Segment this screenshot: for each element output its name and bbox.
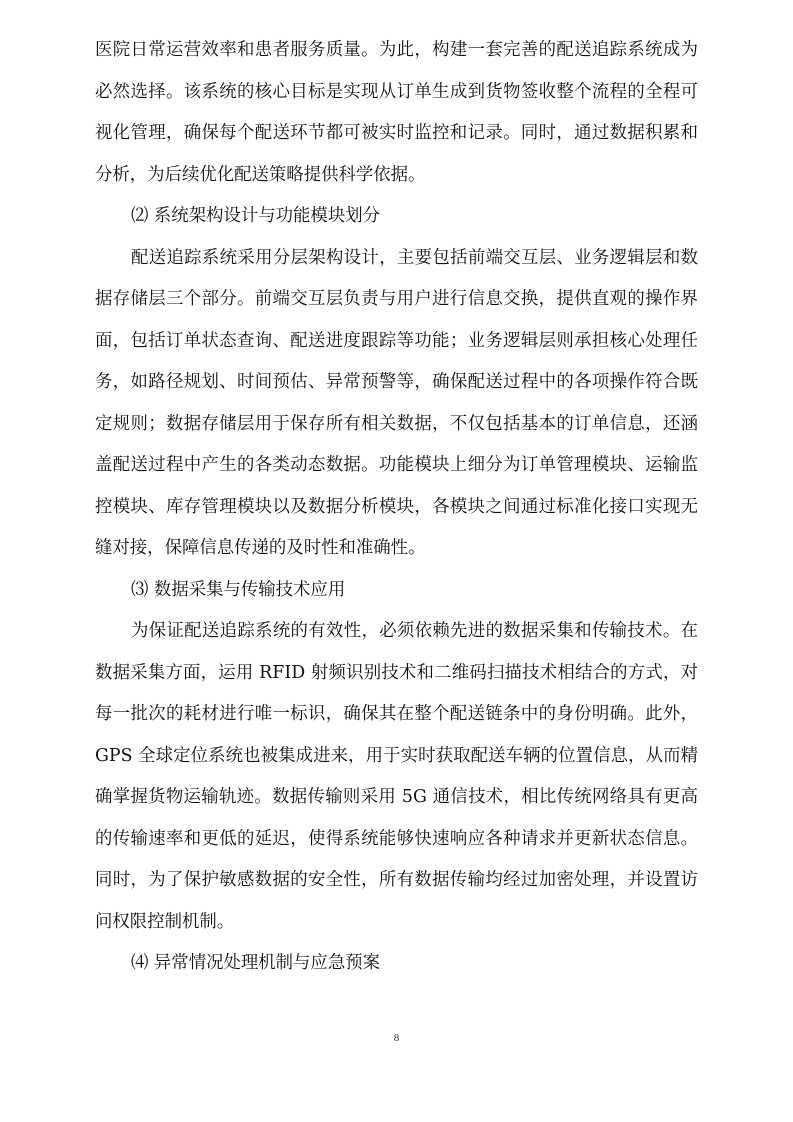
- paragraph-continued: 医院日常运营效率和患者服务质量。为此，构建一套完善的配送追踪系统成为必然选择。该系统的核心目标是实现从订单生成到货物签收整个流程的全程可视化管理，确保每个配送环节都可被实时监控和记录。同时，通过数据积累和分析，为后续优化配送策略提供科学依据。: [95, 40, 698, 185]
- page-number: 8: [393, 1032, 400, 1044]
- section-heading-3: ⑶ 数据采集与传输技术应用: [131, 579, 346, 600]
- paragraph-data-collection: 为保证配送追踪系统的有效性，必须依赖先进的数据采集和传输技术。在数据采集方面，运用 RFID 射频识别技术和二维码扫描技术相结合的方式，对每一批次的耗材进行唯一标识，确保其在整个配送链条中的身份明确。此外，GPS 全球定位系统也被集成进来，用于实时获取配送车辆的位置信息，从而精确掌握货物运输轨迹。数据传输则采用 5G 通信技术，相比传统网络具有更高的传输速率和更低的延迟，使得系统能够快速响应各种请求并更新状态信息。同时，为了保护敏感数据的安全性，所有数据传输均经过加密处理，并设置访问权限控制机制。: [95, 621, 698, 932]
- section-heading-2: ⑵ 系统架构设计与功能模块划分: [131, 206, 380, 226]
- paragraph-architecture: 配送追踪系统采用分层架构设计，主要包括前端交互层、业务逻辑层和数据存储层三个部分。前端交互层负责与用户进行信息交换，提供直观的操作界面，包括订单状态查询、配送进度跟踪等功能；业务逻辑层则承担核心处理任务，如路径规划、时间预估、异常预警等，确保配送过程中的各项操作符合既定规则；数据存储层用于保存所有相关数据，不仅包括基本的订单信息，还涵盖配送过程中产生的各类动态数据。功能模块上细分为订单管理模块、运输监控模块、库存管理模块以及数据分析模块，各模块之间通过标准化接口实现无缝对接，保障信息传递的及时性和准确性。: [95, 247, 698, 558]
- section-heading-4: ⑷ 异常情况处理机制与应急预案: [131, 953, 380, 973]
- body-text: [95, 30, 698, 985]
